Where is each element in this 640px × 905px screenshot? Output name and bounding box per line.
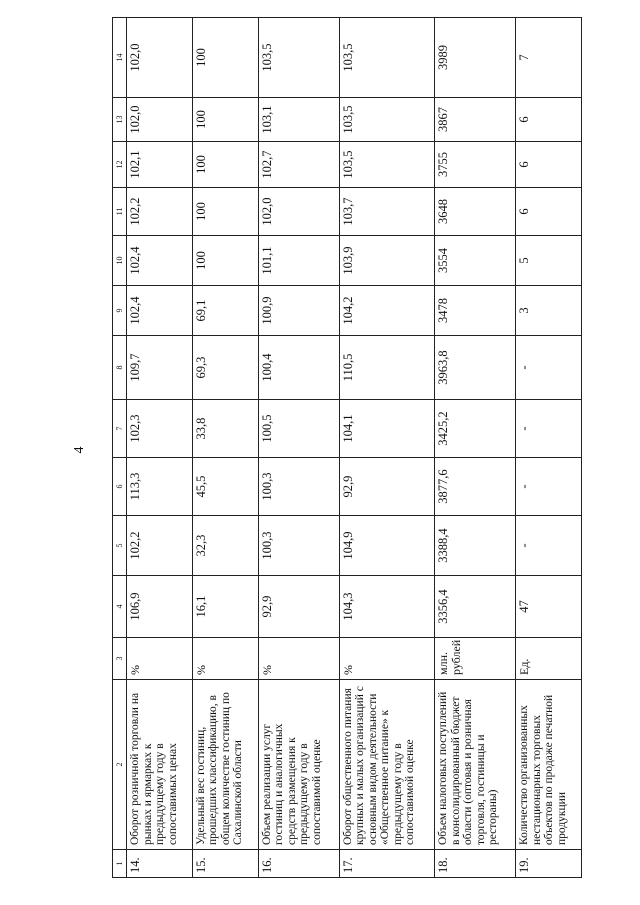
header-cell: 6: [113, 458, 127, 516]
value-cell: 100: [192, 188, 258, 236]
table-body: [127, 18, 582, 878]
value-cell: 6: [516, 142, 582, 188]
unit-cell: %: [258, 638, 339, 680]
value-cell: 101,1: [258, 236, 339, 286]
value-cell: 100,4: [258, 336, 339, 400]
header-cell: 10: [113, 236, 127, 286]
table-row: [516, 18, 582, 878]
row-index: 17.: [339, 850, 435, 878]
value-cell: -: [516, 400, 582, 458]
value-cell: 102,4: [127, 286, 193, 336]
value-cell: 3648: [435, 188, 516, 236]
value-cell: 102,3: [127, 400, 193, 458]
row-index: 16.: [258, 850, 339, 878]
header-cell: 11: [113, 188, 127, 236]
header-cell: 4: [113, 576, 127, 638]
page-number: 4: [72, 446, 87, 454]
value-cell: 102,2: [127, 516, 193, 576]
value-cell: 16,1: [192, 576, 258, 638]
value-cell: 102,1: [127, 142, 193, 188]
table-row: [339, 18, 435, 878]
value-cell: 103,5: [339, 18, 435, 98]
header-cell: 8: [113, 336, 127, 400]
header-cell: 5: [113, 516, 127, 576]
indicator-name: Удельный вес гостиниц, прошедших классификацию, в общем количестве гостиниц по Сахалинской области: [192, 680, 258, 850]
value-cell: 32,3: [192, 516, 258, 576]
rotated-table-container: [112, 18, 582, 878]
value-cell: 69,3: [192, 336, 258, 400]
value-cell: 103,7: [339, 188, 435, 236]
indicator-name: Оборот общественного питания крупных и малых организаций с основным видом деятельности «Общественное питание» к предыдущему году в сопоставимой оценке: [339, 680, 435, 850]
value-cell: 104,2: [339, 286, 435, 336]
value-cell: 102,0: [127, 18, 193, 98]
value-cell: 102,0: [258, 188, 339, 236]
value-cell: 6: [516, 98, 582, 142]
value-cell: 3867: [435, 98, 516, 142]
value-cell: 100,5: [258, 400, 339, 458]
value-cell: 104,3: [339, 576, 435, 638]
value-cell: -: [516, 458, 582, 516]
header-cell: 2: [113, 680, 127, 850]
value-cell: 3388,4: [435, 516, 516, 576]
value-cell: 45,5: [192, 458, 258, 516]
value-cell: 102,0: [127, 98, 193, 142]
header-cell: 3: [113, 638, 127, 680]
value-cell: 3963,8: [435, 336, 516, 400]
value-cell: 100: [192, 142, 258, 188]
value-cell: 3554: [435, 236, 516, 286]
value-cell: 100: [192, 236, 258, 286]
header-cell: 7: [113, 400, 127, 458]
value-cell: 100: [192, 98, 258, 142]
unit-cell: %: [127, 638, 193, 680]
value-cell: 3356,4: [435, 576, 516, 638]
value-cell: 3877,6: [435, 458, 516, 516]
value-cell: 106,9: [127, 576, 193, 638]
value-cell: 113,3: [127, 458, 193, 516]
value-cell: 3478: [435, 286, 516, 336]
indicator-name: Количество организованных нестационарных торговых объектов по продаже печатной продукции: [516, 680, 582, 850]
value-cell: 103,9: [339, 236, 435, 286]
table-row: [258, 18, 339, 878]
value-cell: 104,1: [339, 400, 435, 458]
value-cell: -: [516, 516, 582, 576]
value-cell: 102,7: [258, 142, 339, 188]
header-cell: 1: [113, 850, 127, 878]
value-cell: 102,4: [127, 236, 193, 286]
value-cell: 103,1: [258, 98, 339, 142]
value-cell: 47: [516, 576, 582, 638]
row-index: 15.: [192, 850, 258, 878]
value-cell: 3: [516, 286, 582, 336]
value-cell: 109,7: [127, 336, 193, 400]
row-index: 18.: [435, 850, 516, 878]
table-row: [192, 18, 258, 878]
value-cell: 7: [516, 18, 582, 98]
value-cell: 69,1: [192, 286, 258, 336]
indicator-name: Объем реализации услуг гостиниц и аналогичных средств размещения к предыдущему году в сопоставимой оценке: [258, 680, 339, 850]
value-cell: 6: [516, 188, 582, 236]
indicator-name: Объем налоговых поступлений в консолидированный бюджет области (оптовая и розничная торговля, гостиницы и рестораны): [435, 680, 516, 850]
value-cell: 103,5: [339, 98, 435, 142]
value-cell: 100: [192, 18, 258, 98]
table-row: [435, 18, 516, 878]
unit-cell: Ед.: [516, 638, 582, 680]
value-cell: 3425,2: [435, 400, 516, 458]
value-cell: 100,3: [258, 458, 339, 516]
row-index: 14.: [127, 850, 193, 878]
header-cell: 12: [113, 142, 127, 188]
header-cell: 13: [113, 98, 127, 142]
value-cell: 102,2: [127, 188, 193, 236]
indicators-table: [112, 17, 582, 878]
value-cell: 103,5: [339, 142, 435, 188]
value-cell: 3989: [435, 18, 516, 98]
value-cell: 92,9: [339, 458, 435, 516]
header-cell: 9: [113, 286, 127, 336]
value-cell: 103,5: [258, 18, 339, 98]
unit-cell: млн. рублей: [435, 638, 516, 680]
table-row: [127, 18, 193, 878]
value-cell: 3755: [435, 142, 516, 188]
value-cell: 33,8: [192, 400, 258, 458]
value-cell: 100,9: [258, 286, 339, 336]
unit-cell: %: [192, 638, 258, 680]
row-index: 19.: [516, 850, 582, 878]
value-cell: 92,9: [258, 576, 339, 638]
value-cell: 100,3: [258, 516, 339, 576]
header-cell: 14: [113, 18, 127, 98]
value-cell: 5: [516, 236, 582, 286]
header-row: [113, 18, 127, 878]
unit-cell: %: [339, 638, 435, 680]
value-cell: 104,9: [339, 516, 435, 576]
value-cell: -: [516, 336, 582, 400]
indicator-name: Оборот розничной торговли на рынках и ярмарках к предыдущему году в сопоставимых ценах: [127, 680, 193, 850]
value-cell: 110,5: [339, 336, 435, 400]
